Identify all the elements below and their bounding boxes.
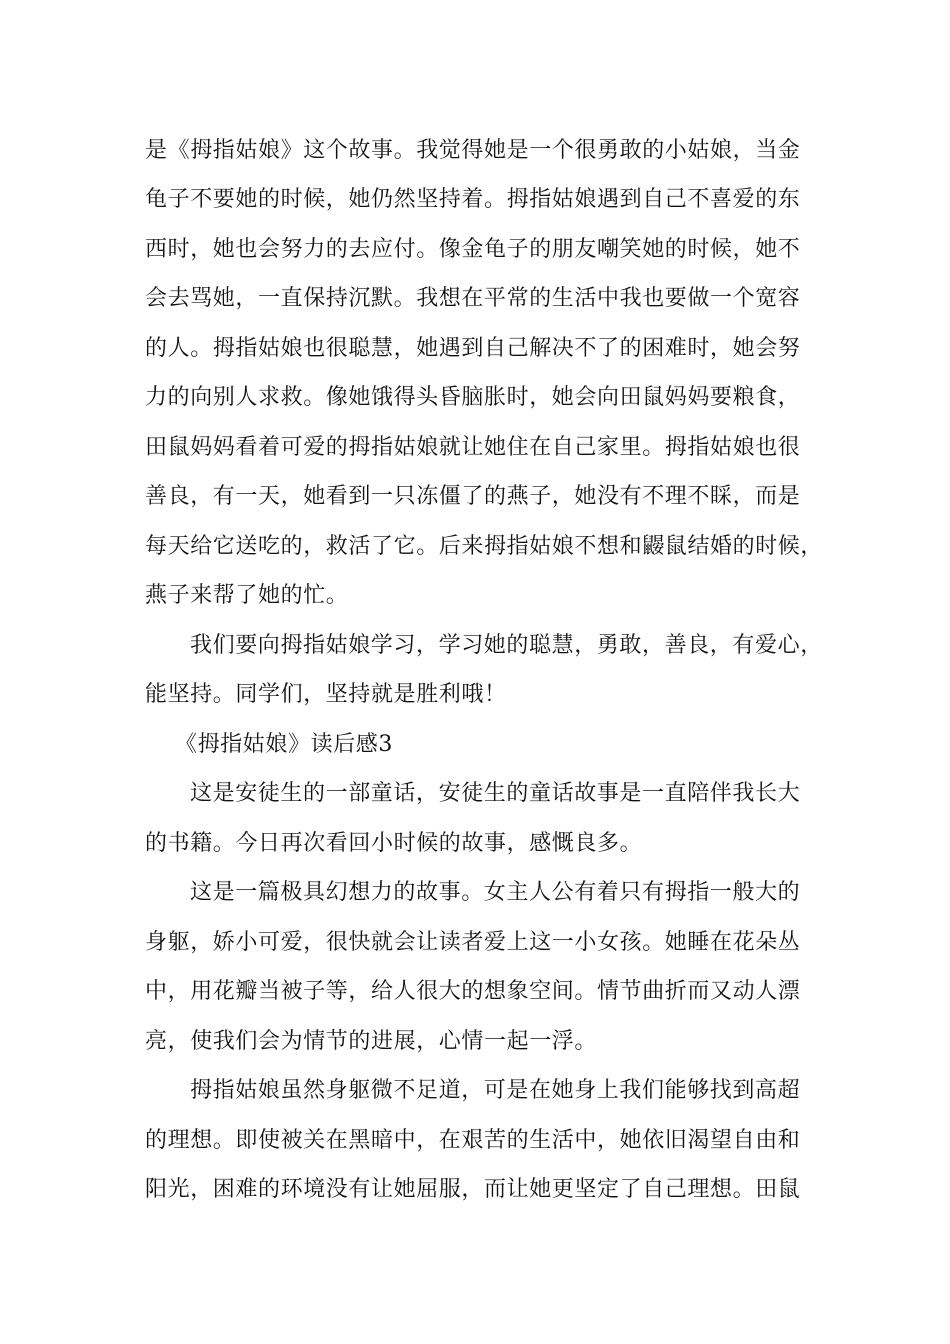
text-line: 燕子来帮了她的忙。: [145, 583, 349, 608]
text-line: 的书籍。今日再次看回小时候的故事，感慨良多。: [145, 831, 643, 856]
paragraph-first-line: 这是安徒生的一部童话，安徒生的童话故事是一直陪伴我长大: [190, 781, 801, 806]
paragraph-first-line: 拇指姑娘虽然身躯微不足道，可是在她身上我们能够找到高超: [190, 1078, 801, 1103]
text-line: 阳光，困难的环境没有让她屈服，而让她更坚定了自己理想。田鼠: [145, 1177, 801, 1202]
text-line: 力的向别人求救。像她饿得头昏脑胀时，她会向田鼠妈妈要粮食，: [145, 385, 801, 410]
text-line: 善良，有一天，她看到一只冻僵了的燕子，她没有不理不睬，而是: [145, 484, 801, 509]
text-line: 龟子不要她的时候，她仍然坚持着。拇指姑娘遇到自己不喜爱的东: [145, 187, 801, 212]
text-line: 身躯，娇小可爱，很快就会让读者爱上这一小女孩。她睡在花朵丛: [145, 930, 801, 955]
text-line: 能坚持。同学们，坚持就是胜利哦！: [145, 682, 507, 707]
paragraph-first-line: 这是一篇极具幻想力的故事。女主人公有着只有拇指一般大的: [190, 880, 801, 905]
text-line: 每天给它送吃的，救活了它。后来拇指姑娘不想和鼹鼠结婚的时候，: [145, 534, 824, 559]
text-line: 会去骂她，一直保持沉默。我想在平常的生活中我也要做一个宽容: [145, 286, 801, 311]
text-line: 亮，使我们会为情节的进展，心情一起一浮。: [145, 1029, 598, 1054]
text-line: 田鼠妈妈看着可爱的拇指姑娘就让她住在自己家里。拇指姑娘也很: [145, 435, 801, 460]
text-line: 是《拇指姑娘》这个故事。我觉得她是一个很勇敢的小姑娘，当金: [145, 138, 801, 163]
text-line: 的理想。即使被关在黑暗中，在艰苦的生活中，她依旧渴望自由和: [145, 1128, 801, 1153]
text-line: 的人。拇指姑娘也很聪慧，她遇到自己解决不了的困难时，她会努: [145, 336, 801, 361]
text-line: 中，用花瓣当被子等，给人很大的想象空间。情节曲折而又动人漂: [145, 979, 801, 1004]
section-title: 《拇指姑娘》读后感3: [175, 732, 393, 757]
text-line: 西时，她也会努力的去应付。像金龟子的朋友嘲笑她的时候，她不: [145, 237, 801, 262]
paragraph-first-line: 我们要向拇指姑娘学习，学习她的聪慧，勇敢，善良，有爱心，: [190, 633, 823, 658]
